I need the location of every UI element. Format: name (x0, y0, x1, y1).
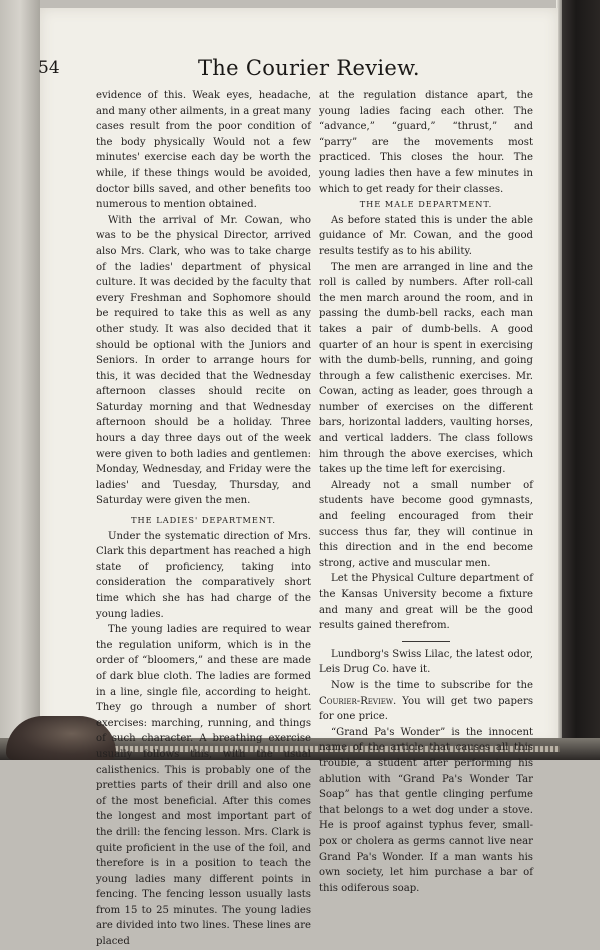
subscription-notice: Now is the time to subscribe for the Courier-Review. You will get two papers for one price. (319, 679, 533, 723)
advertisement: Lundborg's Swiss Lilac, the latest odor, Leis Drug Co. have it. (319, 648, 533, 676)
right-column (319, 88, 533, 896)
left-column (96, 88, 311, 950)
book-edge-right (560, 0, 600, 760)
running-title: The Courier Review. (198, 56, 420, 80)
section-heading: THE LADIES' DEPARTMENT. (131, 515, 276, 526)
paragraph: Already not a small number of students have become good gymnasts, and feeling encouraged from their success thus far, they will continue in this direction and in the end become strong, active and muscular men. (319, 479, 533, 569)
book-gutter-left (0, 0, 40, 760)
paragraph: The young ladies are required to wear the regulation uniform, which is in the order of “bloomers,” and these are made of dark blue cloth. The ladies are formed in a line, single file, according to height. They go through a number of short exercises: marching, running, and things of such character. A breathing exercise usually follows this, with the usual calisthenics. This is probably one of the pretties parts of their drill and also one of the most beneficial. After this comes the longest and most important part of the drill: the fencing lesson. Mrs. Clark is quite proficient in the use of the foil, and therefore is in a position to teach the young ladies many different points in fencing. The fencing lesson usually lasts from 15 to 25 minutes. The young ladies are divided into two lines. These lines are placed (96, 624, 311, 948)
paragraph: “Grand Pa's Wonder” is the innocent name of the article that causes all this trouble, a student after performing his ablution with “Grand Pa's Wonder Tar Soap” has that gentle clinging perfume that belongs to a wet dog under a stove. He is proof against typhus fever, small-pox or cholera as germs cannot live near Grand Pa's Wonder. If a man wants his own society, let him purchase a bar of this odiferous soap. (319, 726, 533, 894)
paragraph: As before stated this is under the able guidance of Mr. Cowan, and the good results testify as to his ability. (319, 214, 533, 257)
divider-rule (402, 641, 450, 642)
paragraph: at the regulation distance apart, the young ladies facing each other. The “advance,” “guard,” “thrust,” and “parry” are the movements most practiced. This closes the hour. The young ladies then have a few minutes in which to get ready for their classes. (319, 90, 533, 195)
paragraph: With the arrival of Mr. Cowan, who was to be the physical Director, arrived also Mrs. Clark, who was to take charge of the ladies' department of physical culture. It was decided by the faculty that every Freshman and Sophomore should be required to take this as well as any other study. It was also decided that it should be optional with the Juniors and Seniors. In order to arrange hours for this, it was decided that the Wednesday afternoon classes should recite on Saturday morning and that Wednesday afternoon should be a holiday. Three hours a day three days out of the week were given to both ladies and gentlemen: Monday, Wednesday, and Friday were the ladies' and Tuesday, Thursday, and Saturday were given the men. (96, 214, 311, 507)
paragraph: evidence of this. Weak eyes, headache, and many other ailments, in a great many cases result from the poor condition of the body physically Would not a few minutes' exercise each day be worth the while, if these things would be avoided, doctor bills saved, and other benefits too numerous to mention obtained. (96, 90, 311, 211)
paragraph: The men are arranged in line and the roll is called by numbers. After roll-call the men march around the room, and in passing the dumb-bell racks, each man takes a pair of dumb-bells. A good quarter of an hour is spent in exercising with the dumb-bells, running, and going through a few calisthenic exercises. Mr. Cowan, acting as leader, goes through a number of exercises on the different bars, horizontal ladders, vaulting horses, and vertical ladders. The class follows him through the above exercises, which takes up the time left for exercising. (319, 261, 533, 476)
paper-name: Courier-Review (319, 695, 394, 707)
page-number: 54 (38, 58, 60, 78)
paragraph: Under the systematic direction of Mrs. Clark this department has reached a high state of proficiency, taking into consideration the comparatively short time which she has had charge of the young ladies. (96, 530, 311, 620)
section-heading: THE MALE DEPARTMENT. (359, 199, 493, 210)
paragraph: Let the Physical Culture department of the Kansas University become a fixture and many and great will be the good results gained therefrom. (319, 573, 533, 632)
